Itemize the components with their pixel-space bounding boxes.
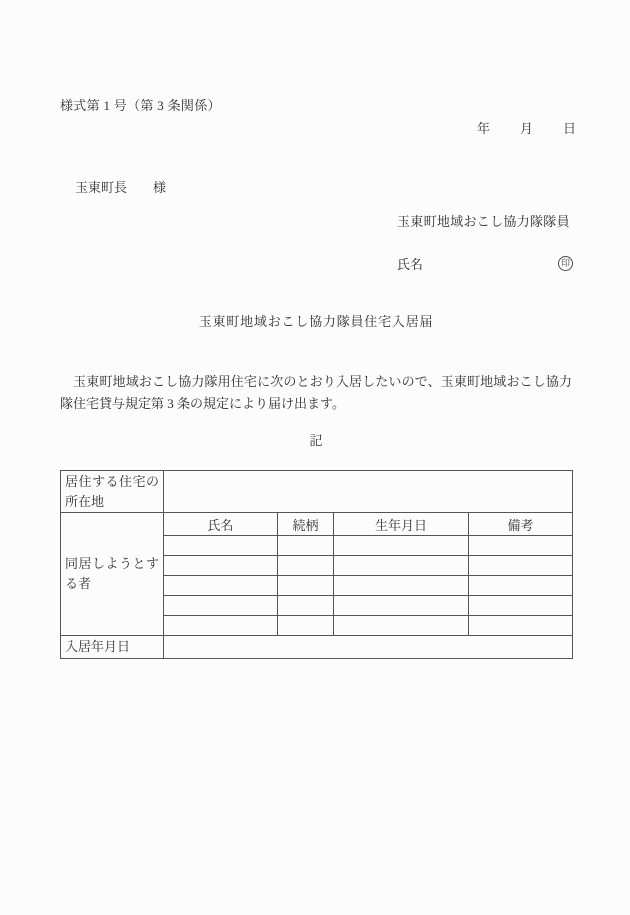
form-table: [60, 470, 573, 659]
name-label: 氏名: [397, 257, 424, 272]
blank-cell: [469, 556, 573, 576]
blank-cell: [334, 536, 469, 556]
residence-value-cell: [164, 471, 573, 513]
blank-cell: [164, 596, 278, 616]
addressee-line: 玉東町長 様: [75, 180, 167, 195]
blank-cell: [278, 556, 334, 576]
blank-cell: [278, 536, 334, 556]
body-paragraph: 玉東町地域おこし協力隊用住宅に次のとおり入居したいので、玉東町地域おこし協力隊住宅貸与規定第 3 条の規定により届け出ます。: [60, 374, 572, 411]
blank-cell: [334, 616, 469, 636]
blank-cell: [469, 596, 573, 616]
name-line: [397, 254, 573, 273]
blank-cell: [278, 596, 334, 616]
blank-cell: [278, 616, 334, 636]
movein-date-label: 入居年月日: [61, 636, 164, 659]
blank-cell: [164, 556, 278, 576]
movein-date-value-cell: [164, 636, 573, 659]
seal-mark-icon: 印: [558, 256, 573, 271]
blank-cell: [164, 576, 278, 596]
date-line: [477, 118, 576, 137]
ki-heading: 記: [309, 433, 323, 448]
residence-row: [61, 471, 573, 513]
blank-cell: [164, 536, 278, 556]
column-header-name: 氏名: [164, 513, 278, 536]
blank-cell: [334, 556, 469, 576]
blank-cell: [469, 616, 573, 636]
column-header-relationship: 続柄: [278, 513, 334, 536]
blank-cell: [334, 596, 469, 616]
residence-label: 居住する住宅の所在地: [61, 471, 164, 513]
date-month-label: 月: [520, 121, 534, 136]
date-year-label: 年: [477, 121, 491, 136]
cohabitants-label: 同居しようとする者: [61, 513, 164, 636]
blank-cell: [278, 576, 334, 596]
column-header-remarks: 備考: [469, 513, 573, 536]
form-number: 様式第 1 号（第 3 条関係）: [60, 98, 221, 113]
document-title: 玉東町地域おこし協力隊員住宅入居届: [198, 314, 434, 329]
sender-title: 玉東町地域おこし協力隊隊員: [397, 214, 570, 229]
blank-cell: [334, 576, 469, 596]
movein-date-row: [61, 636, 573, 659]
form-table-body: [61, 471, 573, 659]
blank-cell: [469, 536, 573, 556]
cohabitant-header-row: [61, 513, 573, 536]
date-day-label: 日: [563, 121, 577, 136]
blank-cell: [164, 616, 278, 636]
column-header-birthdate: 生年月日: [334, 513, 469, 536]
form-table-container: [60, 470, 573, 659]
blank-cell: [469, 576, 573, 596]
